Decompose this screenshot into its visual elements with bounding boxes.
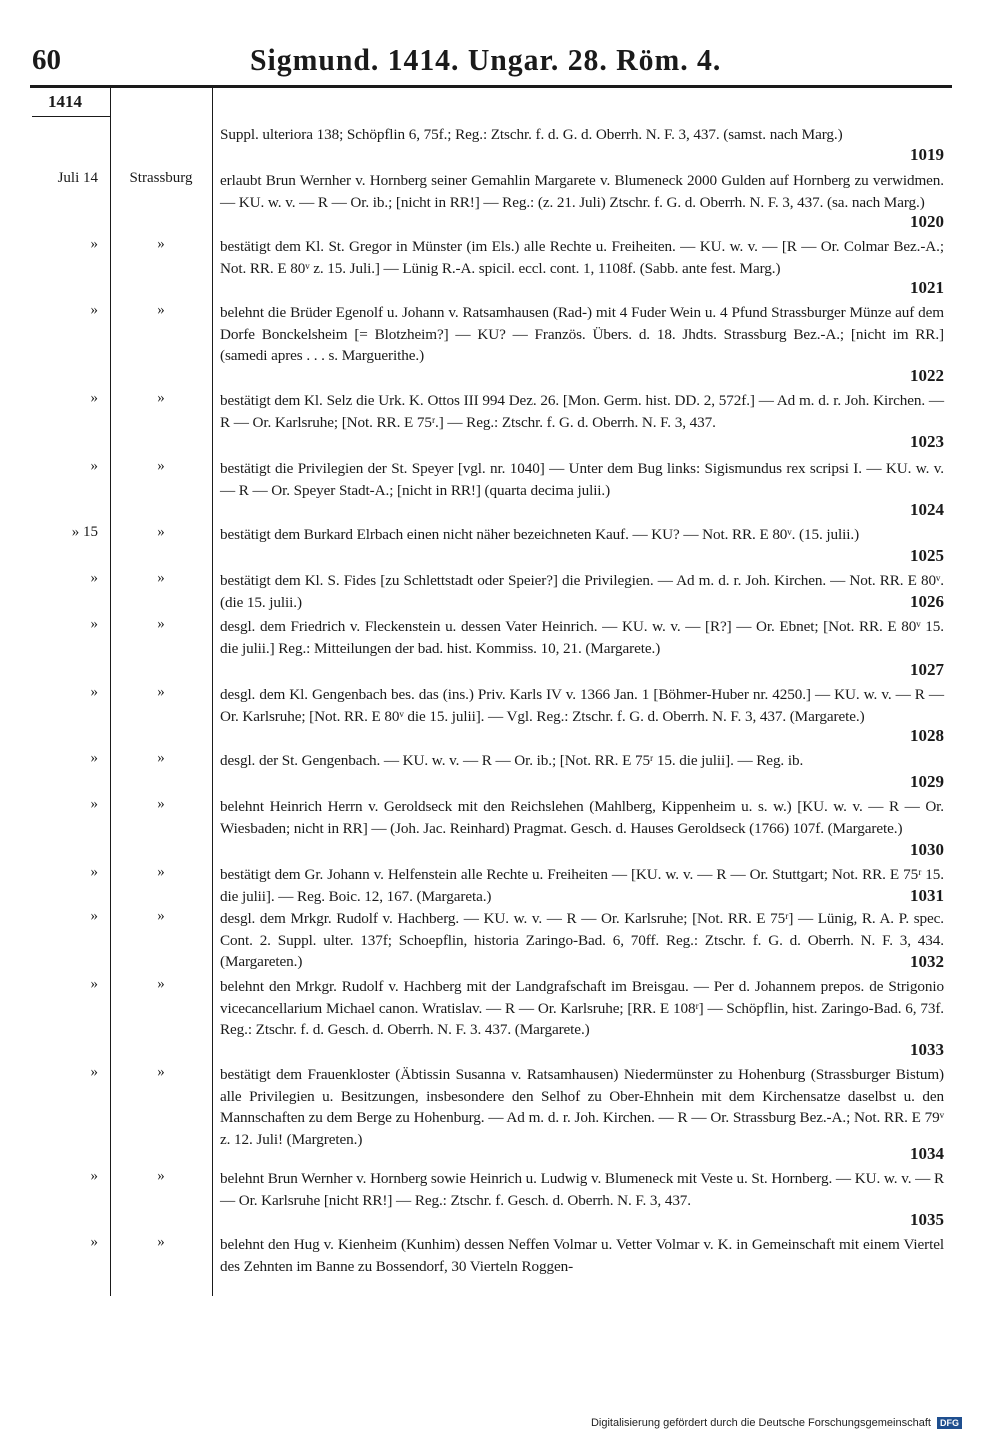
- entry-text-1024: bestätigt die Privilegien der St. Speyer [vgl. nr. 1040] — Unter dem Bug links: Sigismundus rex scripsi I. — KU. w. v. — R — Or. Speyer Stadt-A.; [nicht in RR!] (quarta decima julii.): [220, 460, 944, 499]
- entry-number-1025: 1025: [910, 546, 944, 565]
- entry-text-1021: bestätigt dem Kl. St. Gregor in Münster (im Els.) alle Rechte u. Freiheiten. — KU. w. v. — [R — Or. Colmar Bez.-A.; Not. RR. E 80ᵛ z. 15. Juli.] — Lünig R.-A. spicil. eccl. cont. 1, 1108f. (Sabb. ante fest. Marg.): [220, 238, 944, 277]
- entry-place: »: [157, 1064, 165, 1080]
- entry-number-1023: 1023: [910, 432, 944, 451]
- entry-date: »: [90, 1168, 98, 1184]
- entry-date: » 15: [71, 524, 98, 540]
- entry-number-1031: 1031: [910, 886, 944, 905]
- entry-number-1021: 1021: [910, 278, 944, 297]
- entry-place: »: [157, 796, 165, 812]
- entry-text-1023: bestätigt dem Kl. Selz die Urk. K. Ottos III 994 Dez. 26. [Mon. Germ. hist. DD. 2, 572f.] — Ad m. d. r. Joh. Kirchen. — R — Or. Karlsruhe; [Not. RR. E 75ʳ.] — Reg.: Ztschr. f. G. d. Oberrh. N. F. 3, 437.: [220, 392, 944, 431]
- entry-place: »: [157, 684, 165, 700]
- entry-date: »: [90, 684, 98, 700]
- footer-credit-text: Digitalisierung gefördert durch die Deutsche Forschungsgemeinschaft: [590, 1417, 931, 1429]
- entry-place: »: [157, 236, 165, 252]
- entry-date: »: [90, 864, 98, 880]
- entry-number-1028: 1028: [910, 726, 944, 745]
- entry-text-1031: bestätigt dem Gr. Johann v. Helfenstein alle Rechte u. Freiheiten — [KU. w. v. — R — Or. Stuttgart; Not. RR. E 75ʳ 15. die julii]. — Reg. Boic. 12, 167. (Margareta.): [220, 866, 944, 905]
- entry-place: »: [157, 458, 165, 474]
- entry-date: »: [90, 1064, 98, 1080]
- entry-number-1034: 1034: [910, 1144, 944, 1163]
- entry-place: »: [157, 390, 165, 406]
- entry-date: »: [90, 570, 98, 586]
- running-head: Sigmund. 1414. Ungar. 28. Röm. 4.: [250, 42, 722, 77]
- entry-number-1033: 1033: [910, 1040, 944, 1059]
- entry-date: »: [90, 908, 98, 924]
- entry-text-1027: desgl. dem Friedrich v. Fleckenstein u. dessen Vater Heinrich. — KU. w. v. — [R?] — Or. Ebnet; [Not. RR. E 80ᵛ 15. die julii.] Reg.: Mitteilungen der bad. hist. Kommiss. 10, 21. (Margarete.): [220, 618, 944, 657]
- entry-date: »: [90, 976, 98, 992]
- entry-date: »: [90, 1234, 98, 1250]
- entry-text-continued: belehnt den Hug v. Kienheim (Kunhim) dessen Neffen Volmar u. Vetter Volmar v. K. in Gemeinschaft mit einem Viertel des Zehnten im Banne zu Bossendorf, 30 Vierteln Roggen-: [220, 1236, 944, 1275]
- year-label: 1414: [48, 92, 82, 111]
- entry-place: »: [157, 570, 165, 586]
- entry-place: »: [157, 616, 165, 632]
- entry-text-1020: erlaubt Brun Wernher v. Hornberg seiner Gemahlin Margarete v. Blumeneck 2000 Gulden auf Hornberg zu verwidmen. — KU. w. v. — R — Or. ib.; [nicht in RR!] — Reg.: (z. 21. Juli) Ztschr. f. G. d. Oberrh. N. F. 3, 437. (sa. nach Marg.): [220, 172, 944, 211]
- entry-place: »: [157, 976, 165, 992]
- year-rule: [32, 116, 110, 117]
- entry-number-1024: 1024: [910, 500, 944, 519]
- entry-text-1034: bestätigt dem Frauenkloster (Äbtissin Susanna v. Ratsamhausen) Niedermünster zu Hohenburg (Strassburger Bistum) alle Privilegien u. Besitzungen, insbesondere den Selhof zu Ober-Ehnhein mit dem Kirchensatze daselbst u. den Mannschaften zu dem Berge zu Hohenburg. — Ad m. d. r. Joh. Kirchen. — R — Or. Strassburg Bez.-A.; Not. RR. E 79ᵛ z. 12. Juli! (Margreten.): [220, 1066, 944, 1148]
- entry-text-1025: bestätigt dem Burkard Elrbach einen nicht näher bezeichneten Kauf. — KU? — Not. RR. E 80ᵛ. (15. julii.): [220, 526, 860, 543]
- entry-place: »: [157, 908, 165, 924]
- entry-text-1026: bestätigt dem Kl. S. Fides [zu Schlettstadt oder Speier?] die Privilegien. — Ad m. d. r. Joh. Kirchen. — Not. RR. E 80ᵛ. (die 15. julii.): [220, 572, 944, 611]
- header-rule: [30, 85, 952, 88]
- entry-date: »: [90, 458, 98, 474]
- entry-place: »: [157, 864, 165, 880]
- entry-number-1030: 1030: [910, 840, 944, 859]
- column-rule-date: [110, 88, 111, 1296]
- entry-number-1027: 1027: [910, 660, 944, 679]
- entry-text-1029: desgl. der St. Gengenbach. — KU. w. v. — R — Or. ib.; [Not. RR. E 75ʳ 15. die julii]. — Reg. ib.: [220, 752, 804, 769]
- entry-number-1020: 1020: [910, 212, 944, 231]
- entry-text-1019: Suppl. ulteriora 138; Schöpflin 6, 75f.; Reg.: Ztschr. f. d. G. d. Oberrh. N. F. 3, 437. (samst. nach Marg.): [220, 126, 843, 143]
- entry-date: »: [90, 302, 98, 318]
- entry-text-1033: belehnt den Mrkgr. Rudolf v. Hachberg mit der Landgrafschaft im Breisgau. — Per d. Johannem prepos. de Strigonio vicecancellarium Michael canon. Wratislav. — R — Or. Karlsruhe; [RR. E 108ʳ] — Schöpflin, hist. Zaringo-Bad. 6, 73f. Reg.: Ztschr. f. d. Gesch. d. Oberrh. N. F. 3. 437. (Margarete.): [220, 978, 944, 1038]
- entry-place: »: [157, 1168, 165, 1184]
- entry-number-1035: 1035: [910, 1210, 944, 1229]
- entry-date: Juli 14: [57, 170, 98, 186]
- entry-place: »: [157, 524, 165, 540]
- entry-date: »: [90, 616, 98, 632]
- entry-place: »: [157, 1234, 165, 1250]
- entry-date: »: [90, 796, 98, 812]
- entry-number-1032: 1032: [910, 952, 944, 971]
- footer-credit: [591, 1417, 962, 1429]
- entry-text-1022: belehnt die Brüder Egenolf u. Johann v. Ratsamhausen (Rad-) mit 4 Fuder Wein u. 4 Pfund Strassburger Münze auf dem Dorfe Bonckelsheim [= Blotzheim?] — KU? — Französ. Übers. d. 18. Jhdts. Strassburg Bez.-A.; [nicht im RR.] (samedi apres . . . s. Marguerithe.): [220, 304, 944, 364]
- page-number: 60: [32, 44, 61, 76]
- dfg-logo: DFG: [937, 1417, 962, 1429]
- entry-number-1029: 1029: [910, 772, 944, 791]
- entry-text-1032: desgl. dem Mrkgr. Rudolf v. Hachberg. — KU. w. v. — R — Or. Karlsruhe; [Not. RR. E 75ʳ] — Lünig, R. A. P. spec. Cont. 2. Suppl. ulter. 137f; Schoepflin, historia Zaringo-Bad. 6, 70ff. Reg.: Ztschr. f. G. d. Oberrh. N. F. 3, 434. (Margareten.): [220, 910, 944, 970]
- entry-text-1030: belehnt Heinrich Herrn v. Geroldseck mit den Reichslehen (Mahlberg, Kippenheim u. s. w.) [KU. w. v. — R — Or. Wiesbaden; nicht in RR] — (Joh. Jac. Reinhard) Pragmat. Gesch. d. Hauses Geroldseck (1766) 107f. (Margarete.): [220, 798, 944, 837]
- entry-place: Strassburg: [129, 170, 193, 186]
- entry-number-1019: 1019: [910, 145, 944, 164]
- entry-date: »: [90, 390, 98, 406]
- entry-number-1022: 1022: [910, 366, 944, 385]
- entry-place: »: [157, 750, 165, 766]
- entry-place: »: [157, 302, 165, 318]
- entry-date: »: [90, 236, 98, 252]
- entry-text-1028: desgl. dem Kl. Gengenbach bes. das (ins.) Priv. Karls IV v. 1366 Jan. 1 [Böhmer-Huber nr. 4250.] — KU. w. v. — R — Or. Karlsruhe; [Not. RR. E 80ᵛ die 15. julii]. — Vgl. Reg.: Ztschr. f. G. d. Oberrh. N. F. 3, 437. (Margarete.): [220, 686, 944, 725]
- column-rule-place: [212, 88, 213, 1296]
- entry-text-1035: belehnt Brun Wernher v. Hornberg sowie Heinrich u. Ludwig v. Blumeneck mit Veste u. St. Hornberg. — KU. w. v. — R — Or. Karlsruhe [nicht RR!] — Reg.: Ztschr. f. Gesch. d. Oberrh. N. F. 3, 437.: [220, 1170, 944, 1209]
- entry-number-1026: 1026: [910, 592, 944, 611]
- entry-date: »: [90, 750, 98, 766]
